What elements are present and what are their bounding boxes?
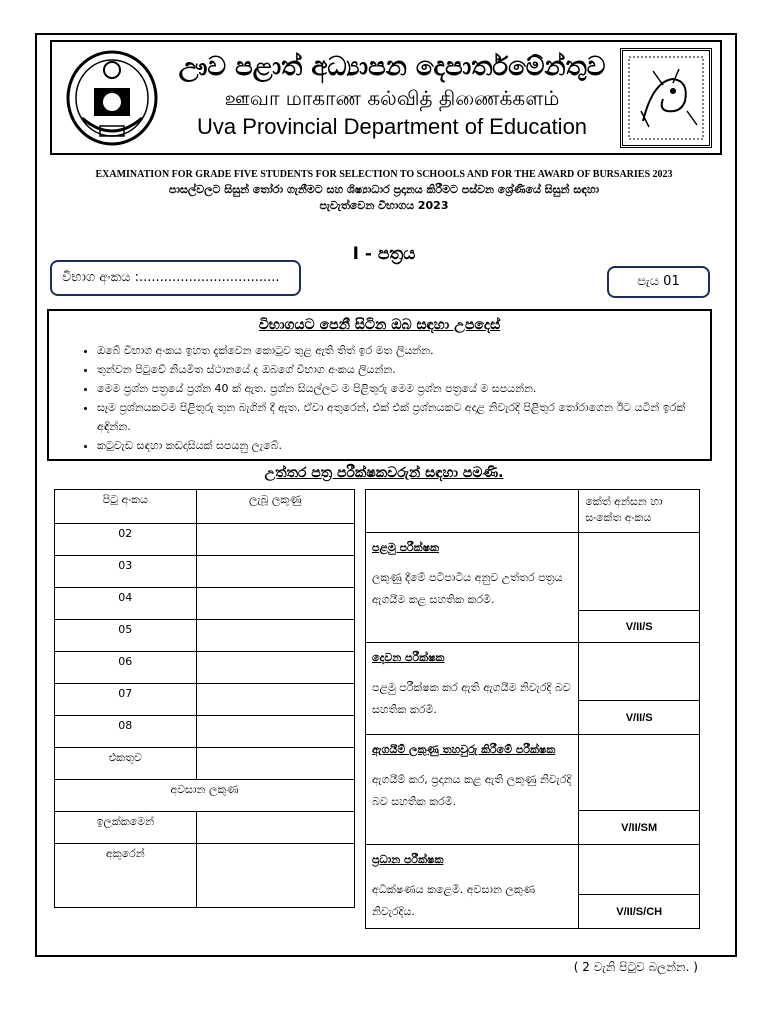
total-row: [55, 748, 355, 780]
signature-cell[interactable]: [579, 735, 700, 811]
examiner-table-header: [366, 490, 700, 533]
in-words-label: අකුරෙන්: [55, 844, 197, 908]
instruction-item: • මෙම ප්‍රශ්න පත්‍රයේ ප්‍රශ්න 40 ක් ඇත. ප්‍රශ්න සියල්ලට ම පිළිතුරු මෙම ප්‍රශ්න පත්‍රයේ ම සපයන්න.: [97, 379, 710, 398]
department-title-sinhala: ඌව පළාත් අධ්‍යාපන දෙපාර්තමේන්තුව: [178, 52, 606, 82]
table-row: [55, 524, 355, 556]
marks-table-header: [55, 490, 355, 524]
instruction-item: • තුන්වන පිටුවේ නියමිත ස්ථානයේ ද ඔබගේ විභාග අංකය ලියන්න.: [97, 360, 710, 379]
table-row: [55, 652, 355, 684]
marks-table: [54, 489, 355, 908]
examiner-title: ප්‍රධාන පරීක්ෂක: [372, 853, 444, 866]
examiner-description: [366, 735, 579, 845]
exam-title-sinhala-line2: පැවැත්වෙන විභාගය 2023: [319, 199, 449, 212]
page-number-cell: 05: [55, 620, 197, 652]
examiner-code: V/II/S/CH: [579, 895, 700, 929]
table-row: [55, 588, 355, 620]
final-marks-label: අවසාන ලකුණ: [55, 780, 355, 812]
in-figures-label: ඉලක්කමෙන්: [55, 812, 197, 844]
examiner-description: [366, 533, 579, 643]
examiner-text: ඇගයීම් කර, ප්‍රදානය කළ ඇති ලකුණු නිවැරදි බව සහතික කරමි.: [372, 773, 572, 808]
examiner-code: V/II/S: [579, 701, 700, 735]
title-block: [172, 50, 612, 142]
signature-cell[interactable]: [579, 845, 700, 895]
marks-header: ලැබූ ලකුණු: [196, 490, 354, 524]
total-cell[interactable]: [196, 748, 354, 780]
duration-box: පැය 01: [607, 266, 710, 298]
examiner-row: [366, 533, 700, 611]
examiner-row: [366, 643, 700, 701]
instructions-list: [49, 341, 710, 455]
examiner-row: [366, 735, 700, 811]
marks-cell[interactable]: [196, 588, 354, 620]
final-marks-row: [55, 780, 355, 812]
department-title-english: Uva Provincial Department of Education: [196, 114, 588, 139]
total-label: එකතුව: [55, 748, 197, 780]
examiner-title: පළමු පරීක්ෂක: [372, 541, 439, 554]
table-row: [55, 556, 355, 588]
marks-cell[interactable]: [196, 716, 354, 748]
paper-title: I - පත්‍රය: [352, 244, 416, 264]
examiner-code: V/II/SM: [579, 811, 700, 845]
sri-lanka-emblem-icon: [60, 48, 164, 148]
examiner-title: ඇගයීම් ලකුණු තහවුරු කිරීමේ පරීක්ෂක: [372, 743, 556, 756]
instruction-item: • සෑම ප්‍රශ්නයකටම පිළිතුරු තුන බැගින් දී ඇත. ඒවා අතුරෙන්, එක් එක් ප්‍රශ්නයකට අදාළ නිවැරදි පිළිතුර තෝරාගෙන ඊට යටින් ඉරක් අඳින්න.: [97, 398, 710, 436]
turn-page-note: ( 2 වැනි පිටුව බලන්න. ): [573, 960, 698, 974]
exam-title-english: EXAMINATION FOR GRADE FIVE STUDENTS FOR SELECTION TO SCHOOLS AND FOR THE AWARD OF BURSARIES 2023: [95, 169, 673, 180]
examiner-table: [365, 489, 700, 929]
instructions-box: [47, 309, 712, 461]
examiner-header-blank: [366, 490, 579, 533]
page-number-cell: 03: [55, 556, 197, 588]
in-figures-cell[interactable]: [196, 812, 354, 844]
exam-title-sinhala: [40, 182, 728, 214]
examiner-code: V/II/S: [579, 611, 700, 643]
examiner-text: පළමු පරීක්ෂක කර ඇති ඇගයීම නිවැරදි බව සහතික කරමි.: [372, 681, 571, 716]
page-number-cell: 08: [55, 716, 197, 748]
instruction-item: • ඔබේ විභාග අංකය ඉහත දැක්වෙන කොටුව තුළ ඇති තිත් ඉර මත ලියන්න.: [97, 341, 710, 360]
page-number-cell: 02: [55, 524, 197, 556]
index-number-field[interactable]: විභාග අංකය :..................................: [50, 260, 301, 296]
marks-cell[interactable]: [196, 684, 354, 716]
instructions-title: විභාගයට පෙනී සිටින ඔබ සඳහා උපදෙස්: [258, 317, 501, 333]
marks-cell[interactable]: [196, 524, 354, 556]
table-row: [55, 620, 355, 652]
signature-cell[interactable]: [579, 643, 700, 701]
marks-cell[interactable]: [196, 652, 354, 684]
page-number-cell: 07: [55, 684, 197, 716]
table-row: [55, 716, 355, 748]
provincial-emblem-icon: [620, 48, 712, 148]
examiner-description: [366, 643, 579, 735]
marks-cell[interactable]: [196, 620, 354, 652]
exam-title-sinhala-line1: පාසල්වලට සිසුන් තෝරා ගැනීමට සහ ශිෂ්‍යාධාර ප්‍රදානය කිරීමට පස්වන ශ්‍රේණියේ සිසුන් සඳහා: [168, 183, 600, 196]
department-title-tamil: ஊவா மாகாண கல்வித் திணைக்களம்: [224, 86, 560, 110]
instruction-item: • කටුවැඩ සඳහා කඩදාසියක් සපයනු ලැබේ.: [97, 436, 710, 455]
page-number-cell: 04: [55, 588, 197, 620]
in-figures-row: [55, 812, 355, 844]
page-number-cell: 06: [55, 652, 197, 684]
examiners-section-title: උත්තර පත්‍ර පරීක්ෂකවරුන් සඳහා පමණි.: [264, 465, 504, 481]
in-words-cell[interactable]: [196, 844, 354, 908]
signature-cell[interactable]: [579, 533, 700, 611]
examiner-text: ලකුණු දීමේ පටිපාටිය අනුව උත්තර පත්‍රය ඇගයීම කළ සහතික කරමි.: [372, 571, 563, 606]
examiner-text: අධීක්ෂණය කළෙමි. අවසාන ලකුණ නිවැරදිය.: [372, 883, 536, 918]
table-row: [55, 684, 355, 716]
header: [50, 40, 722, 155]
examiner-row: [366, 845, 700, 895]
page-number-header: පිටු අංකය: [55, 490, 197, 524]
in-words-row: [55, 844, 355, 908]
examiner-description: [366, 845, 579, 929]
marks-cell[interactable]: [196, 556, 354, 588]
signature-code-header: කේත් අන්සන හා සංකේත අංකය: [579, 490, 700, 533]
examiner-title: දෙවන පරීක්ෂක: [372, 651, 445, 664]
